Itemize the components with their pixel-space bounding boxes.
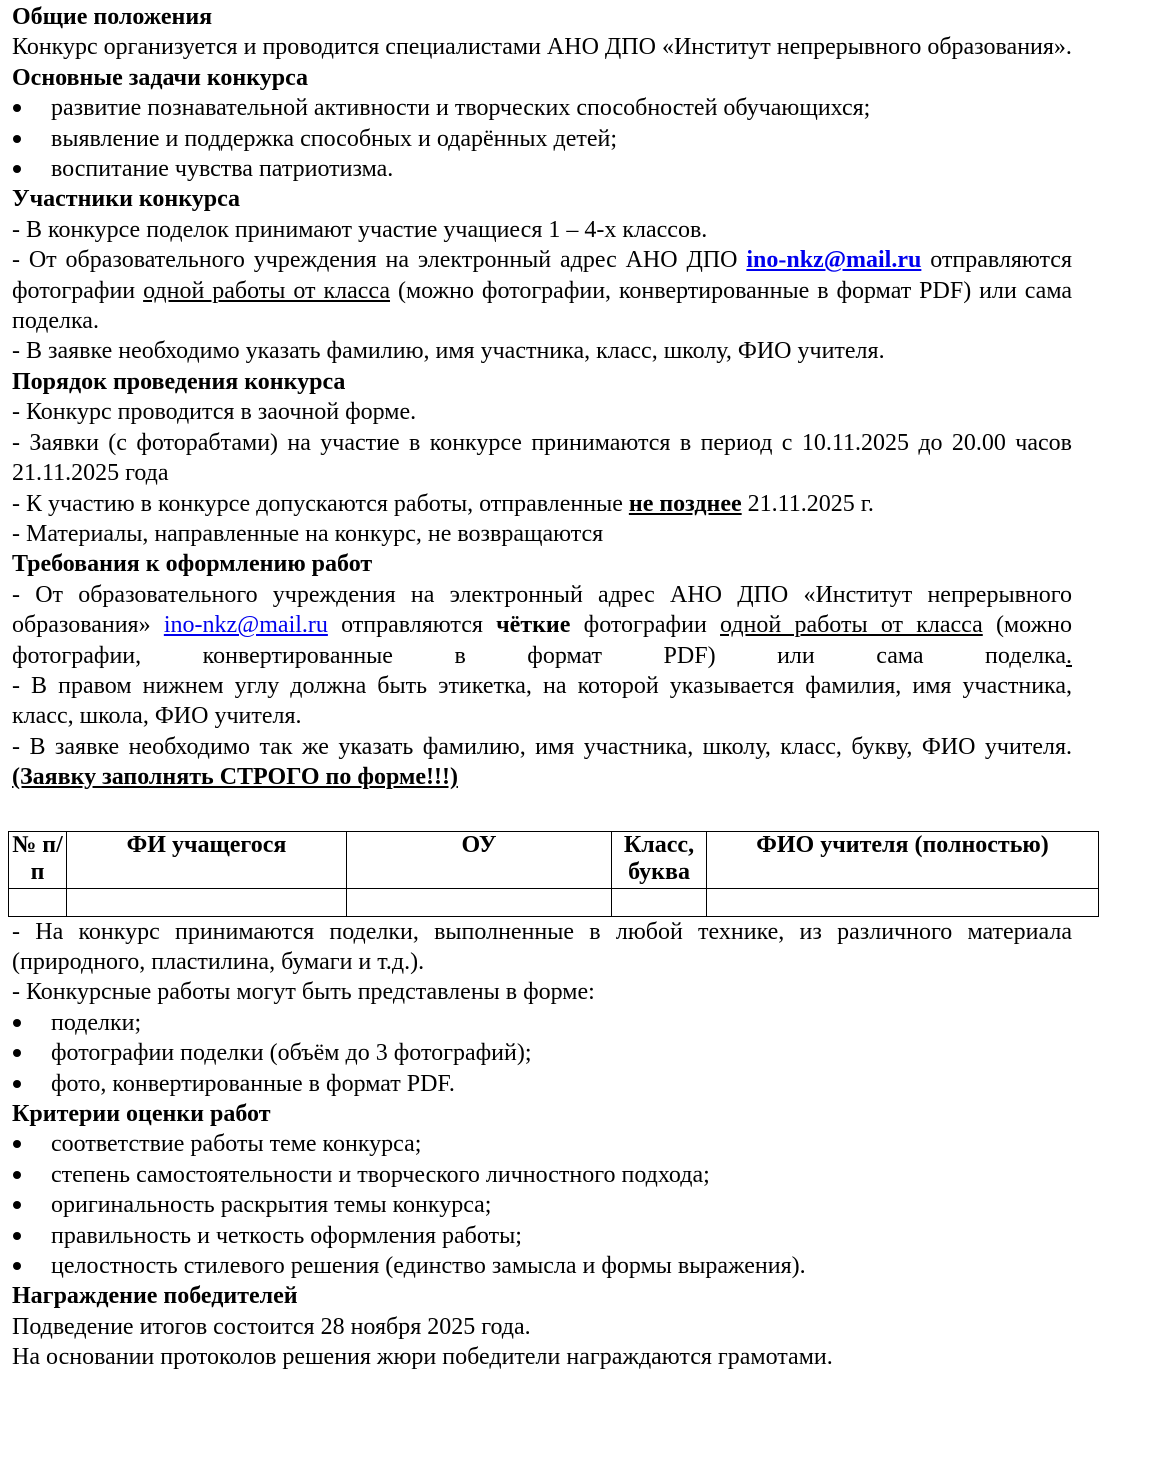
list-item: оригинальность раскрытия темы конкурса; [12,1190,1072,1220]
procedure-line-3 [12,489,1072,519]
procedure-line-3-c: 21.11.2025 г. [741,490,874,517]
list-item: соответствие работы теме конкурса; [12,1129,1072,1159]
awards-line-1: Подведение итогов состоится 28 ноября 2025 года. [12,1313,531,1340]
section-title-general: Общие положения [12,4,213,30]
requirements-strict-note: (Заявку заполнять СТРОГО по форме!!!) [12,764,458,791]
requirements-line-1-a: - От образовательного учреждения на электронный адрес АНО ДПО «Институт непрерывного образования» [12,581,1072,639]
section-title-tasks: Основные задачи конкурса [12,64,309,91]
procedure-line-1: - Конкурс проводится в заочной форме. [12,399,417,426]
table-row [9,888,1099,916]
section-title-participants: Участники конкурса [12,186,241,213]
list-item: фото, конвертированные в формат PDF. [12,1069,1072,1099]
participants-line-2-b: отправляются фотографии [12,247,1072,304]
email-link[interactable]: ino-nkz@mail.ru [163,612,328,639]
participants-line-2-a: - От образовательного учреждения на электронный адрес АНО ДПО [12,247,747,274]
list-item: степень самостоятельности и творческого личностного подхода; [12,1160,1072,1190]
requirements-line-3-a: - В заявке необходимо так же указать фамилию, имя участника, школу, класс, букву, ФИО учителя. [12,733,1072,760]
section-title-procedure: Порядок проведения конкурса [12,368,346,395]
procedure-deadline-emphasis: не позднее [628,490,742,517]
spacer [12,793,1072,823]
requirements-line-1-end: . [1066,642,1072,669]
procedure-line-2: - Заявки (с фоторабтами) на участие в конкурсе принимаются в период с 10.11.2025 до 20.00 часов 21.11.2025 года [12,429,1072,487]
general-text: Конкурс организуется и проводится специалистами АНО ДПО «Институт непрерывного образования». [12,34,1072,61]
procedure-line-4: - Материалы, направленные на конкурс, не возвращаются [12,520,604,547]
list-item: целостность стилевого решения (единство замысла и формы выражения). [12,1251,1072,1281]
table-cell[interactable] [612,888,707,916]
email-link[interactable]: ino-nkz@mail.ru [746,247,922,274]
table-cell[interactable] [347,888,612,916]
awards-line-2: На основании протоколов решения жюри победители награждаются грамотами. [12,1344,833,1371]
list-item: правильность и четкость оформления работы; [12,1221,1072,1251]
requirements-line-1-b: отправляются [327,612,497,639]
requirements-line-3 [12,732,1072,793]
participants-line-2 [12,245,1072,336]
requirements-line-1-underlined: одной работы от класса [720,612,983,639]
table-header-teacher: ФИО учителя (полностью) [707,831,1099,888]
participants-line-2-underlined: одной работы от класса [143,277,391,304]
works-line-1: - На конкурс принимаются поделки, выполненные в любой технике, из различного материала (природного, пластилина, бумаги и т.д.). [12,918,1072,975]
table-cell[interactable] [67,888,347,916]
list-item: воспитание чувства патриотизма. [12,154,1072,184]
criteria-list [12,1129,1072,1281]
tasks-list [12,93,1072,184]
section-title-criteria: Критерии оценки работ [12,1101,271,1127]
list-item: фотографии поделки (объём до 3 фотографий); [12,1038,1072,1068]
section-title-requirements: Требования к оформлению работ [12,551,373,578]
participants-line-1: - В конкурсе поделок принимают участие учащиеся 1 – 4-х классов. [12,216,708,243]
procedure-line-3-a: - К участию в конкурсе допускаются работы, отправленные [12,490,629,517]
table-header-class: Класс, буква [612,831,707,888]
table-header-school: ОУ [347,831,612,888]
list-item: развитие познавательной активности и творческих способностей обучающихся; [12,93,1072,123]
works-list [12,1008,1072,1099]
requirements-line-2: - В правом нижнем углу должна быть этикетка, на которой указывается фамилия, имя участника, класс, школа, ФИО учителя. [12,672,1072,730]
requirements-line-1-d: (можно фотографии, конвертированные в формат PDF) или сама поделка [12,612,1072,669]
participants-line-2-c: (можно фотографии, конвертированные в формат PDF) или сама поделка. [12,277,1073,335]
requirements-line-1 [12,580,1072,671]
list-item: выявление и поддержка способных и одарённых детей; [12,124,1072,154]
works-line-2: - Конкурсные работы могут быть представлены в форме: [12,979,595,1006]
application-form-table [8,831,1099,917]
list-item: поделки; [12,1008,1072,1038]
requirements-line-1-c: фотографии [570,612,721,639]
section-title-awards: Награждение победителей [12,1283,298,1310]
table-cell[interactable] [707,888,1099,916]
table-header-student: ФИ учащегося [67,831,347,888]
table-cell[interactable] [9,888,67,916]
table-header-row [9,831,1099,888]
table-header-number: № п/п [9,831,67,888]
requirements-line-1-bold: чёткие [496,612,571,639]
participants-line-3: - В заявке необходимо указать фамилию, имя участника, класс, школу, ФИО учителя. [12,338,885,365]
